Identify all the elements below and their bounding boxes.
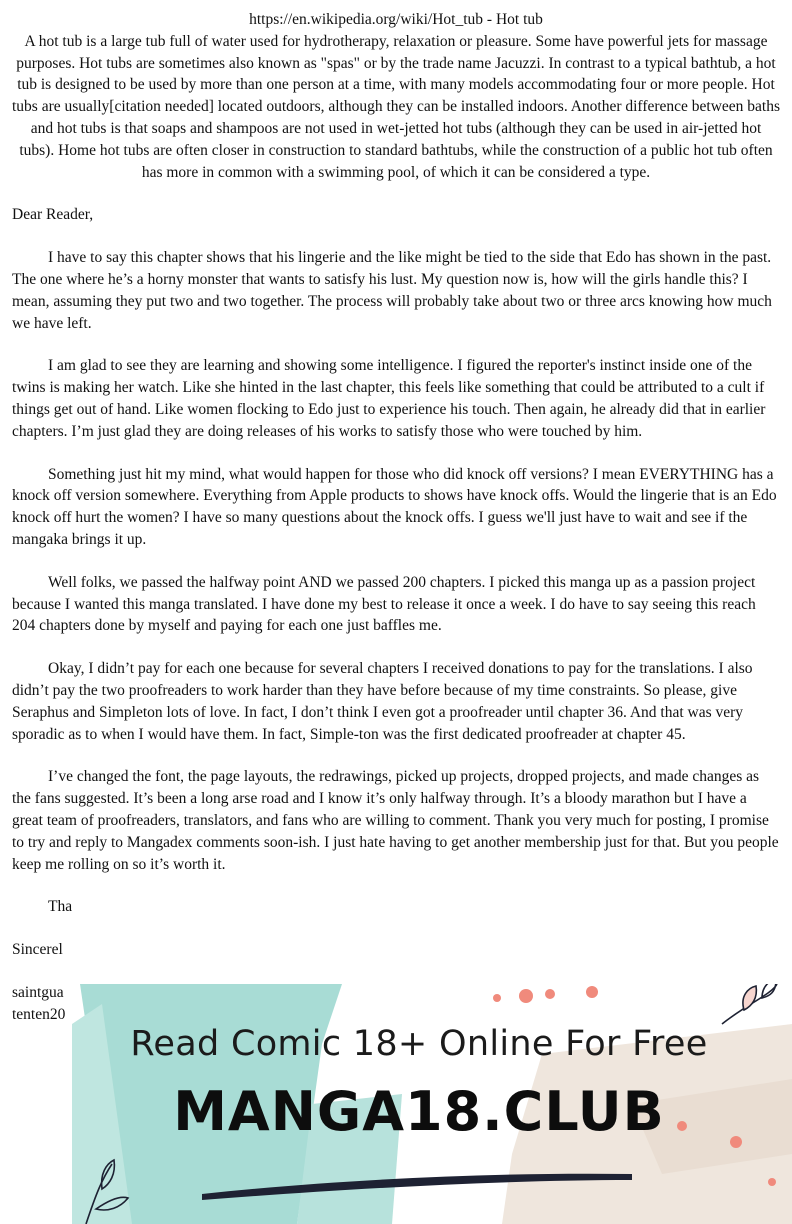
letter-closing-partial: Sincerel <box>12 941 63 959</box>
letter-paragraph-2: I am glad to see they are learning and showing some intelligence. I figured the reporter's instinct inside one of the twins is making her watch. Like she hinted in the last chapter, this feels like something that could be attributed to a cult if things get out of hand. Like women flocking to Edo just to experience his touch. Then again, he already did that in earlier chapters. I’m just glad they are doing releases of his works to satisfy those who were touched by him. <box>12 357 766 440</box>
coral-dot <box>545 989 555 999</box>
leaf-sprig-top-right <box>722 984 777 1024</box>
letter-paragraph-3: Something just hit my mind, what would happen for those who did knock off versions? I mean EVERYTHING has a knock off version somewhere. Everything from Apple products to shows have knock offs. Would the lingerie that is an Edo knock off hurt the women? I have so many questions about the knock offs. I guess we'll just have to wait and see if the mangaka brings it up. <box>12 465 777 548</box>
letter-paragraph-6: I’ve changed the font, the page layouts, the redrawings, picked up projects, dropped projects, and made changes as the fans suggested. It’s been a long arse road and I know it’s only halfway through. It’s a bloody marathon but I have a great team of proofreaders, translators, and fans who are willing to comment. Thank you very much for posting, I promise to try and reply to Mangadex comments soon-ish. I just hate having to get another membership just for that. But you people keep me rolling on so it’s worth it. <box>12 768 779 873</box>
letter-thanks-partial: Tha <box>48 898 73 916</box>
coral-dot <box>493 994 501 1002</box>
letter-paragraph-1: I have to say this chapter shows that his lingerie and the like might be tied to the side that Edo has shown in the past. The one where he’s a horny monster that wants to satisfy his lust. My question now is, how will the girls handle this? I mean, assuming they put two and two together. The process will probably take about two or three arcs knowing how much we have left. <box>12 249 772 332</box>
banner-tagline: Read Comic 18+ Online For Free <box>130 1024 708 1064</box>
letter-salutation: Dear Reader, <box>12 206 94 224</box>
coral-dot <box>768 1178 776 1186</box>
document-page <box>12 9 780 1025</box>
coral-dot <box>586 986 598 998</box>
signature-line-2: tenten20 <box>12 1005 66 1023</box>
hot-tub-definition: A hot tub is a large tub full of water used for hydrotherapy, relaxation or pleasure. Some have powerful jets for massage purposes. Hot tubs are sometimes also known as "spas" or by the trade name Jacuzzi. In contrast to a typical bathtub, a hot tub is designed to be used by more than one person at a time, with many models accommodating four or more people. Hot tubs are usually[citation needed] located outdoors, although they can be installed indoors. Another difference between baths and hot tubs is that soaps and shampoos are not used in wet-jetted hot tubs (although they can be used in air-jetted hot tubs). Home hot tubs are often closer in construction to standard bathtubs, while the construction of a public hot tub often has more in common with a swimming pool, of which it can be considered a type. <box>12 32 781 181</box>
letter-paragraph-4: Well folks, we passed the halfway point AND we passed 200 chapters. I picked this manga up as a passion project because I wanted this manga translated. I have done my best to release it once a week. I do have to say seeing this reach 204 chapters done by myself and paying for each one just baffles me. <box>12 573 756 635</box>
manga18-ad-banner[interactable] <box>72 984 792 1224</box>
coral-dot <box>519 989 533 1003</box>
source-url-title: https://en.wikipedia.org/wiki/Hot_tub - Hot tub <box>249 11 543 28</box>
signature-line-1: saintgua <box>12 983 64 1001</box>
letter-paragraph-5: Okay, I didn’t pay for each one because for several chapters I received donations to pay for the translations. I also didn’t pay the two proofreaders to work harder than they have before because of my time constraints. So please, give Seraphus and Simpleton lots of love. In fact, I don’t think I even got a proofreader until chapter 36. And that was very sporadic as to when I would have them. In fact, Simple-ton was the first dedicated proofreader at chapter 45. <box>12 660 753 743</box>
banner-site-name[interactable]: MANGA18.CLUB <box>173 1080 665 1143</box>
